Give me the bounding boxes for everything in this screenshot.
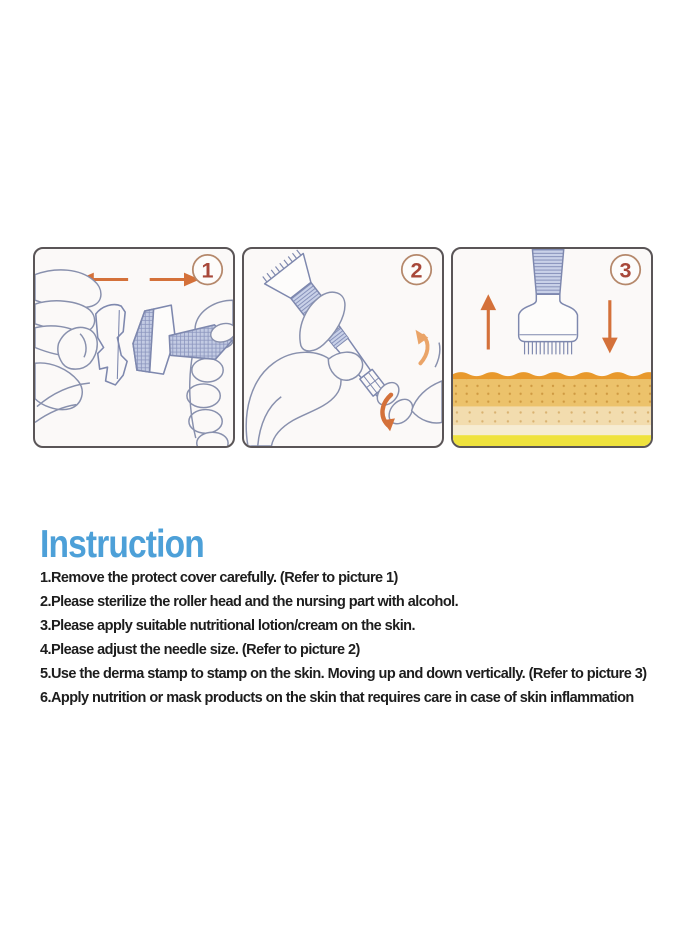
step-badge-3 [611, 255, 640, 285]
needles [525, 342, 572, 355]
instruction-steps [40, 566, 647, 710]
instruction-step: 3.Please apply suitable nutritional lotion/cream on the skin. [40, 618, 415, 634]
panel-picture-3 [451, 247, 653, 448]
step-badge-1 [193, 255, 222, 285]
instruction-step: 5.Use the derma stamp to stamp on the skin. Moving up and down vertically. (Refer to picture 3) [40, 666, 647, 682]
down-arrow [602, 300, 618, 353]
stamping-illustration [453, 249, 651, 446]
hand-illustration [246, 352, 341, 446]
step-badge-2 [402, 255, 431, 285]
left-hand-illustration [35, 270, 101, 422]
step-number: 3 [619, 257, 632, 283]
skin-layers [453, 372, 651, 446]
protect-cover [96, 305, 127, 385]
remove-cover-illustration [35, 249, 233, 446]
derma-stamp [519, 249, 578, 354]
up-arrow [480, 294, 496, 349]
instruction-step: 2.Please sterilize the roller head and the nursing part with alcohol. [40, 594, 459, 610]
instruction-step: 4.Please adjust the needle size. (Refer to picture 2) [40, 642, 360, 658]
instruction-step: 6.Apply nutrition or mask products on the skin that requires care in case of skin inflammation [40, 690, 634, 706]
step-number: 1 [201, 257, 214, 283]
adjust-needle-illustration [244, 249, 442, 446]
panel-picture-2 [242, 247, 444, 448]
panel-picture-1 [33, 247, 235, 448]
step-number: 2 [410, 257, 423, 283]
page-title: Instruction [40, 523, 204, 566]
picture-panels [33, 247, 653, 448]
right-hand-illustration [187, 300, 233, 446]
instruction-step: 1.Remove the protect cover carefully. (Refer to picture 1) [40, 570, 398, 586]
